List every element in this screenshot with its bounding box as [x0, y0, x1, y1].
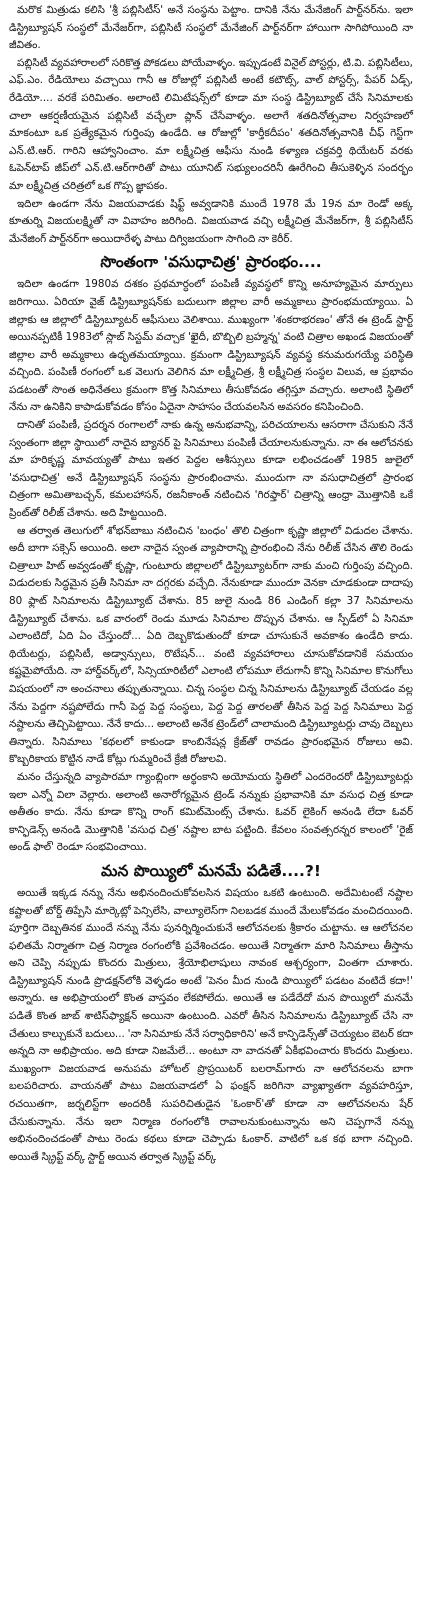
paragraph: మరొక మిత్రుడు కలిసి 'శ్రీ పబ్లిసిటీస్' అనే సంస్థను పెట్టాం. దానికి నేను మేనేజింగ్ పార్ట్‌నర్‌ను. ఇలా డిస్ట్రిబ్యూషన్ సంస్థలో మేనేజర్‌గా, పబ్లిసిటీ సంస్థలో మేనేజింగ్ పార్ట్‌నర్‌గా హాయిగా సాగిపోయింది నా జీవితం. [9, 4, 413, 52]
section-vasudhachitra [9, 252, 413, 857]
paragraph: దానితో పంపిణీ, ప్రదర్శన రంగాలలో నాకు ఉన్న అనుభవాన్ని, పరిచయాలను ఆసరాగా చేసుకుని నేనే స్వంతంగా జిల్లా స్థాయిలో నాదైన బ్యానర్ పై సినిమాలు పంపిణీ చేయాలనుకున్నాను. నా ఈ ఆలోచనకు మా హరికృష్ణ మావయ్యతో పాటు ఇతర పెద్దల ఆశీస్సులు కూడా లభించడంతో 1985 జులైలో 'వసుధాచిత్ర' అనే డిస్ట్రిబ్యూషన్ సంస్థను ప్రారంభించాను. ముందుగా నా వసుధాచిత్రలో ప్రారంభ చిత్రంగా అమితాబచ్చన్, కమలహాసన్, రజనీకాంత్ నటించిన 'గిరఫ్తార్' చిత్రాన్ని ఆంధ్రా మొత్తానికి ఒకే ప్రింట్‌తో రిలీజ్ చేశాను. అది హిట్టయింది. [9, 419, 413, 520]
paragraph: ఇదిలా ఉండగా నేను విజయవాడకు షిఫ్ట్ అవ్వడానికి ముందే 1978 మే 19న మా రెండో అక్క కూతుర్ని విజయలక్ష్మితో నా వివాహం జరిగింది. విజయవాడ వచ్చి లక్ష్మీచిత్ర మేనేజర్‌గా, శ్రీ పబ్లిసిటీస్ మేనేజింగ్ పార్ట్‌నర్‌గా అయిదారేళ్ళ పాటు దిగ్విజయంగా సాగింది నా కెరీర్. [9, 197, 413, 245]
paragraph: ఇదిలా ఉండగా 1980వ దశకం ప్రథమార్ధంలో పంపిణీ వ్యవస్థలో కొన్ని అనూహ్యమైన మార్పులు జరిగాయి. ఏరియా వైజ్ డిస్ట్రిబ్యూషన్‌కు బదులుగా జిల్లాల వారీ అమ్మకాలు ప్రారంభమయ్యాయి. ఏ జిల్లాకు ఆ జిల్లాలో డిస్ట్రిబ్యూటర్ ఆఫీసులు వెలిశాయి. ముఖ్యంగా 'శంకరాభరణం' తోనే ఈ ట్రెండ్ స్టార్ట్ అయినప్పటికీ 1983లో స్లాబ్ సిస్టమ్ వచ్చాక 'ఖైదీ, బొబ్బిలి బ్రహ్మన్న' వంటి చిత్రాల అఖండ విజయంతో జిల్లాల వారీ అమ్మకాలు ఉధృతమయ్యాయి. క్రమంగా డిస్ట్రిబ్యూషన్ వ్యవస్థ కనుమరుగయ్యే పరిస్థితి వచ్చింది. పంపిణీ రంగంలో ఒక వెలుగు వెలిగిన మా లక్ష్మీచిత్ర, శ్రీ లక్ష్మీచిత్ర సంస్థల విలువ, ఆ ప్రభావం పడటంతో సొంత అధినేతలు క్రమంగా కొత్త సినిమాలు తీసుకోవడం తగ్గిస్తూ వచ్చారు. అలాంటి స్థితిలో నేను నా ఉనికిని కాపాడుకోవడం కోసం ఏదైనా సాహసం చేయవలసిన అవసరం కనిపించింది. [9, 278, 413, 414]
section-production [9, 861, 413, 1167]
paragraph: ఆ తర్వాత తెలుగులో శోభన్‌బాబు నటించిన 'బంధం' తొలి చిత్రంగా కృష్ణా జిల్లాలో విడుదల చేశాను. అదీ బాగా సక్సెస్ అయింది. అలా నాదైన స్వంత వ్యాపారాన్ని ప్రారంభించి నేను రిలీజ్ చేసిన తొలి రెండు చిత్రాలూ హిట్ అవ్వడంతో కృష్ణా, గుంటూరు జిల్లాలలో డిస్ట్రిబ్యూటర్‌గా నాకు మంచి గుర్తింపు వచ్చింది. విడుదలకు సిద్ధమైన ప్రతీ సినిమా నా దగ్గరకు వచ్చేది. నేనుకూడా ముందూ వెనకా చూడకుండా దాదాపు 80 ఫ్లాట్ సినిమాలను డిస్ట్రిబ్యూట్ చేశాను. 85 జులై నుండి 86 ఎండింగ్ కల్లా 37 సినిమాలను డిస్ట్రిబ్యూట్ చేశాను. ఒక వారంలో రెండు మూడు సినిమాల దొప్పున చేశాను. ఆ స్పీడ్‌లో ఏ సినిమా ఎలాంటిదో, ఏది ఏం చేస్తుందో... ఏది దెబ్బకొడుతుందో కూడా చూసుకునే అవకాశం ఉండేది కాదు. థియేటర్లు, పబ్లిసిటీ, అడ్వాన్సులు, రొటేషన్... వంటి వ్యవహారాలు చూసుకోవడానికే సమయం కష్టమైపోయేది. నా హార్డ్‌వర్క్‌లో, సిన్సియారిటీలో ఎలాంటి లోపమూ లేదుగానీ కొన్ని సినిమాల కొనుగోలు విషయంలో నా అంచనాలు తప్పుతున్నాయి. చిన్న సంస్థల చిన్న సినిమాలను డిస్ట్రిబ్యూట్ చేయడం వల్ల నేను పెద్దగా నష్టపోలేదు గానీ పెద్ద పెద్ద సంస్థలు, పెద్ద పెద్ద తారలతో తీసిన పెద్ద పెద్ద సినిమాలు పెద్ద నష్టాలను తెచ్చిపెట్టాయి. నేనే కాదు... అలాంటి అనేక ట్రెండ్‌లో చాలామంది డిస్ట్రిబ్యూటర్లు చావు దెబ్బలు తిన్నారు. సినిమాలు 'కథలలో కాకుండా కాంబినేషన్ల క్రేజ్‌తో రావడం ప్రారంభమైన రోజులు అవి. కొబ్బరికాయ కొట్టిన నాడే కోట్లు గుమ్మరించే క్రేజీ రోజులవి. [9, 524, 413, 766]
section-heading: మన పొయ్యిలో మనమే పడితే....?! [101, 861, 321, 880]
paragraph: అయితే ఇక్కడ నన్ను నేను అభినందించుకోవలసిన విషయం ఒకటి ఉంటుంది. అదేమిటంటే నష్టాల కష్టాలతో బోర్డ్ తిప్పేసి మార్కెట్లో పెన్సిలేసి, వాల్యూలెస్‌గా నిలబడక ముందే మేలుకోవడం మంచిదయింది. పూర్తిగా దెబ్బతినక ముందే నన్ను నేను పునర్నిర్మించుకునే ఆలోచనలకు శ్రీకారం చుట్టాను. ఆ ఆలోచనల ఫలితమే నిర్మాతగా చిత్ర నిర్మాణ రంగంలోకి ప్రవేశించడం. అయితే నిర్మాతగా మారి సినిమాలు తీస్తాను అని చెప్పి నప్పుడు కొందరు మిత్రులు, శ్రేయోభిలాషులు నావంక ఆశ్చర్యంగా, వింతగా చూశారు. డిస్ట్రిబ్యూషన్ నుండి ప్రొడక్షన్‌లోకి వెళ్ళడం అంటే 'పెనం మీద నుండి పొయ్యిలో పడటం వంటిదే కదా!' అన్నారు. ఆ అభిప్రాయంలో కొంత వాస్తవం లేకపోలేదు. అయితే ఆ పడేదేదో మన పొయ్యిలో మనమే పడితే కొంత జాబ్ శాటిస్‌ఫ్యాక్షన్ అయినా ఉంటుంది. ఎవరో తీసిన సినిమాలను డిస్ట్రిబ్యూట్ చేసి నా చేతులు కాల్చుకునే బదులు... 'నా సినిమాకు నేనే సర్వాధికారిని' అనే కాన్ఫిడెన్స్‌తో చెయ్యటం బెటర్ కదా అన్నది నా అభిప్రాయం. అది కూడా నిజమేలే... అంటూ నా వాదనతో ఏకీభవించారు కొందరు మిత్రులు. ముఖ్యంగా విజయవాడ అనుపమ హోటల్ ప్రొప్రయిటర్ బలరామ్‌గారు నా ఆలోచనలను బాగా బలపరిచారు. వాయనతో పాటు విజయవాడలో ఏ ఫంక్షన్ జరిగినా వ్యాఖ్యాతగా వ్యవహరిస్తూ, రచయితగా, జర్నలిస్ట్‌గా అందరికీ సుపరిచితుడైన 'ఓంకార్'తో కూడా నా ఆలోచనలను షేర్ చేసుకున్నాను. నేను ఇలా నిర్మాణ రంగంలోకి రావాలనుకుంటున్నాను అని చెప్పగానే నన్ను అభినందించడంతో పాటు రెండు కథలు కూడా చెప్పాడు ఓంకార్. వాటిలో ఒక కథ బాగా నచ్చింది. అయితే స్క్రిప్ట్ వర్క్ స్టార్ట్ అయిన తర్వాత స్క్రిప్ట్ వర్క్ [9, 886, 413, 1163]
paragraph: పబ్లిసిటీ వ్యవహారాలలో సరికొత్త పోకడలు పోయేవాళ్ళం. ఇప్పుడంటే వినైల్ పోస్టర్లు, టి.వి. పబ్లిసిటీలు, ఎఫ్.ఎం. రేడియోలు వచ్చాయి గానీ ఆ రోజుల్లో పబ్లిసిటీ అంటే కటౌట్స్, వాల్ పోస్టర్స్, పేపర్ ఏడ్స్, రేడియో.... వరకే పరిమితం. అలాంటి లిమిటేషన్స్‌లో కూడా మా సంస్థ డిస్ట్రిబ్యూట్ చేసే సినిమాలకు చాలా ఆకర్షణీయమైన పబ్లిసిటీ వచ్చేలా ప్లాన్ చేసేవాళ్ళం. అలాగే శతదినోత్సవాల నిర్వహణలో మాకంటూ ఒక ప్రత్యేకమైన గుర్తింపు ఉండేది. ఆ రోజుల్లో 'కార్తీకదీపం' శతదినోత్సవానికి చీఫ్ గెస్ట్‌గా ఎన్.టి.ఆర్. గారిని ఆహ్వానించాం. మా లక్ష్మీచిత్ర ఆఫీసు నుండి కళ్యాణ చక్రవర్తి థియేటర్ వరకు ఓపెన్‌టాప్ జీప్‌లో ఎన్.టి.ఆర్‌గారితో పాటు యూనిట్ సభ్యులందరినీ ఊరేగించి తీసుకెళ్ళిన సందర్భం మా లక్ష్మీచిత్ర చరిత్రలో ఒక గొప్ప జ్ఞాపకం. [9, 56, 413, 192]
section-intro [9, 2, 413, 248]
paragraph: మనం చేస్తున్నది వ్యాపారమా గ్యాంబ్లింగా అర్థంకాని అయోమయ స్థితిలో ఎందరెందరో డిస్ట్రిబ్యూటర్లు ఇలా ఎన్నో విలా వెల్లారు. అలాంటి అనారోగ్యమైన ట్రెండ్ నన్నుకు ప్రభావానికి మా వసుధ చిత్ర కూడా అతీతం కాదు. నేను కూడా కొన్ని రాంగ్ కమిట్‌మెంట్స్ చేశాను. ఓవర్ లైకింగ్ అనండి లేదా ఓవర్ కాన్ఫిడెన్స్ అనండి మొత్తానికి 'వసుధ చిత్ర' నష్టాల బాట పట్టింది. కేవలం సంవత్సరన్నర కాలంలో 'రైజ్ అండ్ ఫాల్' రెండూ సంభవించాయి. [9, 770, 413, 854]
section-heading: సొంతంగా 'వసుధాచిత్ర' ప్రారంభం.... [100, 253, 322, 272]
